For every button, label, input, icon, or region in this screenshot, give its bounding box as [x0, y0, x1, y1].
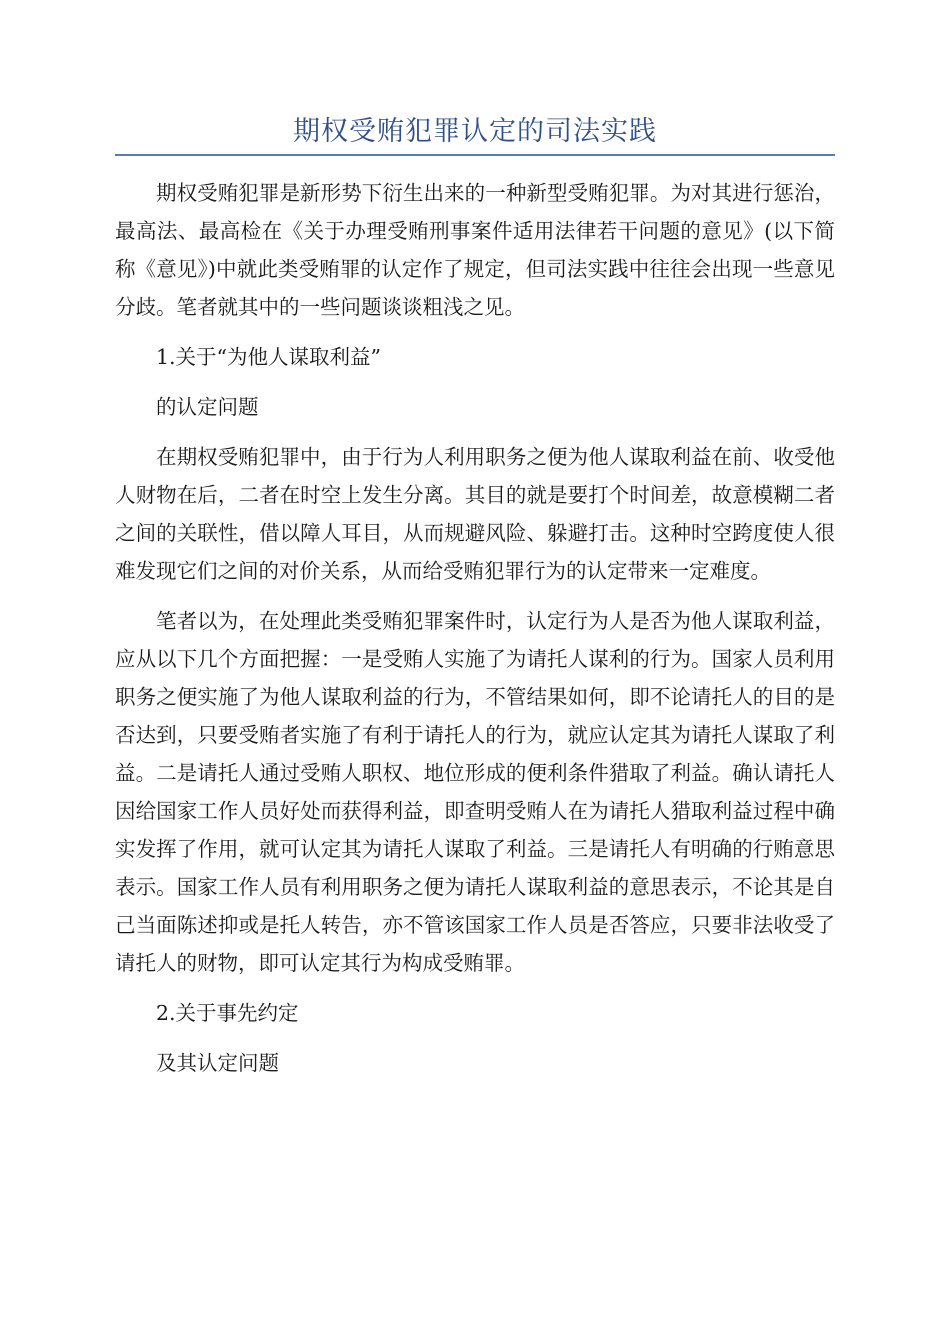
section-1-heading: 1.关于“为他人谋取利益”: [156, 345, 382, 369]
section-2-heading: 2.关于事先约定: [156, 1001, 299, 1025]
section-1-paragraph-1: 在期权受贿犯罪中，由于行为人利用职务之便为他人谋取利益在前、收受他人财物在后，二者在时空上发生分离。其目的就是要打个时间差，故意模糊二者之间的关联性，借以障人耳目，从而规避风险、躲避打击。这种时空跨度使人很难发现它们之间的对价关系，从而给受贿犯罪行为的认定带来一定难度。: [115, 445, 835, 583]
document-title: 期权受贿犯罪认定的司法实践: [293, 116, 657, 147]
section-1-heading-continued: 的认定问题: [156, 395, 259, 419]
section-1-paragraph-2: 笔者以为，在处理此类受贿犯罪案件时，认定行为人是否为他人谋取利益，应从以下几个方面把握：一是受贿人实施了为请托人谋利的行为。国家人员利用职务之便实施了为他人谋取利益的行为，不管结果如何，即不论请托人的目的是否达到，只要受贿者实施了有利于请托人的行为，就应认定其为请托人谋取了利益。二是请托人通过受贿人职权、地位形成的便利条件猎取了利益。确认请托人因给国家工作人员好处而获得利益，即查明受贿人在为请托人猎取利益过程中确实发挥了作用，就可认定其为请托人谋取了利益。三是请托人有明确的行贿意思表示。国家工作人员有利用职务之便为请托人谋取利益的意思表示，不论其是自己当面陈述抑或是托人转告，亦不管该国家工作人员是否答应，只要非法收受了请托人的财物，即可认定其行为构成受贿罪。: [115, 609, 835, 975]
section-2-heading-continued: 及其认定问题: [156, 1051, 279, 1075]
document-body: [115, 174, 835, 1082]
intro-paragraph: 期权受贿犯罪是新形势下衍生出来的一种新型受贿犯罪。为对其进行惩治，最高法、最高检在《关于办理受贿刑事案件适用法律若干问题的意见》(以下简称《意见》)中就此类受贿罪的认定作了规定，但司法实践中往往会出现一些意见分歧。笔者就其中的一些问题谈谈粗浅之见。: [115, 181, 835, 319]
title-underline: [115, 154, 835, 156]
